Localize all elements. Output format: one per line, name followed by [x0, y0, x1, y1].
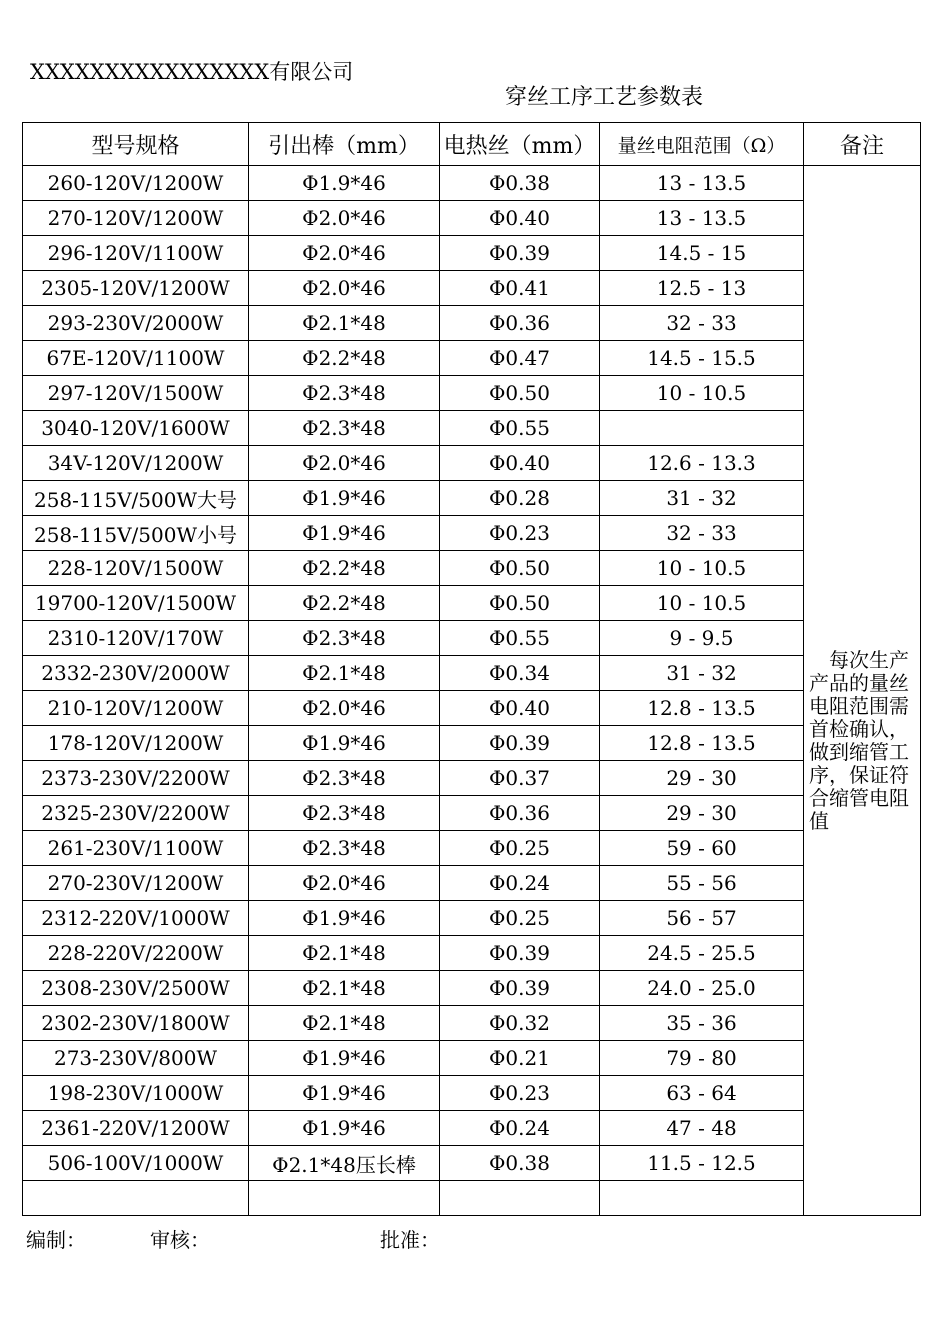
cell-lead-rod: Φ2.1*48压长棒	[249, 1146, 440, 1181]
header-heating-wire: 电热丝（mm）	[440, 123, 600, 166]
header-remarks: 备注	[804, 123, 921, 166]
table-row	[23, 306, 921, 341]
cell-model: 258-115V/500W小号	[23, 516, 249, 551]
cell-lead-rod: Φ2.1*48	[249, 971, 440, 1006]
cell-model: 34V-120V/1200W	[23, 446, 249, 481]
cell-heating-wire: Φ0.50	[440, 551, 600, 586]
cell-resistance-range: 24.0 - 25.0	[600, 971, 804, 1006]
signature-footer	[26, 1224, 626, 1254]
cell-model: 2361-220V/1200W	[23, 1111, 249, 1146]
table-row	[23, 656, 921, 691]
cell-resistance-range: 12.8 - 13.5	[600, 691, 804, 726]
table-row	[23, 411, 921, 446]
cell-model: 297-120V/1500W	[23, 376, 249, 411]
cell-lead-rod: Φ2.0*46	[249, 691, 440, 726]
cell-lead-rod: Φ2.3*48	[249, 761, 440, 796]
table-row	[23, 796, 921, 831]
cell-lead-rod: Φ1.9*46	[249, 1041, 440, 1076]
table-row	[23, 201, 921, 236]
cell-model: 67E-120V/1100W	[23, 341, 249, 376]
cell-lead-rod: Φ1.9*46	[249, 901, 440, 936]
approved-by-label: 批准：	[380, 1228, 440, 1252]
table-row	[23, 271, 921, 306]
cell-heating-wire: Φ0.38	[440, 1146, 600, 1181]
cell-heating-wire: Φ0.50	[440, 586, 600, 621]
cell-lead-rod: Φ1.9*46	[249, 726, 440, 761]
cell-model: 2325-230V/2200W	[23, 796, 249, 831]
cell-heating-wire	[440, 1181, 600, 1216]
table-row	[23, 1111, 921, 1146]
cell-lead-rod: Φ2.0*46	[249, 271, 440, 306]
cell-heating-wire: Φ0.32	[440, 1006, 600, 1041]
table-row	[23, 376, 921, 411]
table-row	[23, 236, 921, 271]
table-row	[23, 971, 921, 1006]
cell-model: 296-120V/1100W	[23, 236, 249, 271]
cell-lead-rod: Φ2.1*48	[249, 936, 440, 971]
table-row	[23, 551, 921, 586]
cell-model: 2302-230V/1800W	[23, 1006, 249, 1041]
cell-lead-rod: Φ1.9*46	[249, 166, 440, 201]
remarks-cell	[804, 166, 921, 1216]
cell-resistance-range: 24.5 - 25.5	[600, 936, 804, 971]
cell-model: 258-115V/500W大号	[23, 481, 249, 516]
cell-model: 228-120V/1500W	[23, 551, 249, 586]
cell-resistance-range: 31 - 32	[600, 656, 804, 691]
header-resistance-range: 量丝电阻范围（Ω）	[600, 123, 804, 166]
header-model: 型号规格	[23, 123, 249, 166]
cell-model: 270-230V/1200W	[23, 866, 249, 901]
prepared-by-label: 编制：	[26, 1228, 86, 1252]
cell-model: 270-120V/1200W	[23, 201, 249, 236]
cell-heating-wire: Φ0.28	[440, 481, 600, 516]
cell-heating-wire: Φ0.23	[440, 1076, 600, 1111]
cell-resistance-range: 13 - 13.5	[600, 201, 804, 236]
cell-heating-wire: Φ0.40	[440, 446, 600, 481]
cell-lead-rod: Φ1.9*46	[249, 516, 440, 551]
table-row	[23, 866, 921, 901]
cell-resistance-range: 55 - 56	[600, 866, 804, 901]
cell-resistance-range: 10 - 10.5	[600, 376, 804, 411]
cell-lead-rod: Φ2.1*48	[249, 1006, 440, 1041]
cell-model: 293-230V/2000W	[23, 306, 249, 341]
cell-heating-wire: Φ0.39	[440, 971, 600, 1006]
table-row	[23, 481, 921, 516]
cell-lead-rod: Φ2.3*48	[249, 411, 440, 446]
cell-resistance-range	[600, 411, 804, 446]
cell-resistance-range: 35 - 36	[600, 1006, 804, 1041]
cell-resistance-range: 12.8 - 13.5	[600, 726, 804, 761]
cell-lead-rod: Φ2.0*46	[249, 446, 440, 481]
cell-model: 2308-230V/2500W	[23, 971, 249, 1006]
cell-resistance-range: 29 - 30	[600, 761, 804, 796]
table-row	[23, 586, 921, 621]
cell-model: 178-120V/1200W	[23, 726, 249, 761]
cell-heating-wire: Φ0.41	[440, 271, 600, 306]
cell-heating-wire: Φ0.38	[440, 166, 600, 201]
cell-heating-wire: Φ0.34	[440, 656, 600, 691]
table-body	[23, 166, 921, 1216]
company-name: XXXXXXXXXXXXXXXX有限公司	[30, 60, 354, 84]
table-row	[23, 761, 921, 796]
cell-heating-wire: Φ0.37	[440, 761, 600, 796]
document-title: 穿丝工序工艺参数表	[505, 85, 704, 110]
table-row	[23, 1181, 921, 1216]
cell-resistance-range: 32 - 33	[600, 306, 804, 341]
cell-lead-rod: Φ1.9*46	[249, 481, 440, 516]
cell-heating-wire: Φ0.23	[440, 516, 600, 551]
table-row	[23, 936, 921, 971]
cell-lead-rod: Φ2.0*46	[249, 201, 440, 236]
table-row	[23, 1076, 921, 1111]
table-row	[23, 516, 921, 551]
cell-resistance-range: 13 - 13.5	[600, 166, 804, 201]
cell-resistance-range: 14.5 - 15.5	[600, 341, 804, 376]
cell-lead-rod: Φ2.3*48	[249, 831, 440, 866]
cell-resistance-range: 47 - 48	[600, 1111, 804, 1146]
cell-heating-wire: Φ0.47	[440, 341, 600, 376]
table-row	[23, 166, 921, 201]
cell-resistance-range: 10 - 10.5	[600, 586, 804, 621]
cell-resistance-range: 12.6 - 13.3	[600, 446, 804, 481]
cell-lead-rod: Φ2.1*48	[249, 306, 440, 341]
cell-model	[23, 1181, 249, 1216]
cell-lead-rod: Φ1.9*46	[249, 1076, 440, 1111]
cell-model: 3040-120V/1600W	[23, 411, 249, 446]
cell-heating-wire: Φ0.25	[440, 831, 600, 866]
cell-model: 2312-220V/1000W	[23, 901, 249, 936]
cell-heating-wire: Φ0.40	[440, 691, 600, 726]
table-row	[23, 831, 921, 866]
cell-lead-rod: Φ2.2*48	[249, 341, 440, 376]
cell-lead-rod: Φ2.2*48	[249, 586, 440, 621]
table-row	[23, 1041, 921, 1076]
cell-model: 260-120V/1200W	[23, 166, 249, 201]
cell-lead-rod	[249, 1181, 440, 1216]
cell-lead-rod: Φ2.3*48	[249, 376, 440, 411]
cell-lead-rod: Φ2.3*48	[249, 796, 440, 831]
cell-heating-wire: Φ0.36	[440, 796, 600, 831]
cell-resistance-range: 29 - 30	[600, 796, 804, 831]
cell-resistance-range: 79 - 80	[600, 1041, 804, 1076]
cell-model: 273-230V/800W	[23, 1041, 249, 1076]
cell-resistance-range: 63 - 64	[600, 1076, 804, 1111]
cell-model: 506-100V/1000W	[23, 1146, 249, 1181]
cell-heating-wire: Φ0.25	[440, 901, 600, 936]
cell-model: 19700-120V/1500W	[23, 586, 249, 621]
cell-resistance-range: 10 - 10.5	[600, 551, 804, 586]
remarks-text: 每次生产产品的量丝电阻范围需首检确认，做到缩管工序，保证符合缩管电阻值	[809, 647, 909, 833]
cell-heating-wire: Φ0.55	[440, 621, 600, 656]
cell-model: 261-230V/1100W	[23, 831, 249, 866]
cell-resistance-range	[600, 1181, 804, 1216]
cell-resistance-range: 14.5 - 15	[600, 236, 804, 271]
table-row	[23, 691, 921, 726]
parameter-table	[22, 122, 921, 1216]
cell-resistance-range: 56 - 57	[600, 901, 804, 936]
cell-heating-wire: Φ0.39	[440, 726, 600, 761]
cell-heating-wire: Φ0.21	[440, 1041, 600, 1076]
cell-lead-rod: Φ2.3*48	[249, 621, 440, 656]
table-row	[23, 901, 921, 936]
cell-heating-wire: Φ0.39	[440, 936, 600, 971]
table-row	[23, 726, 921, 761]
header-lead-rod: 引出棒（mm）	[249, 123, 440, 166]
cell-heating-wire: Φ0.55	[440, 411, 600, 446]
cell-model: 2373-230V/2200W	[23, 761, 249, 796]
cell-heating-wire: Φ0.24	[440, 1111, 600, 1146]
cell-resistance-range: 11.5 - 12.5	[600, 1146, 804, 1181]
cell-resistance-range: 32 - 33	[600, 516, 804, 551]
cell-resistance-range: 12.5 - 13	[600, 271, 804, 306]
cell-model: 2305-120V/1200W	[23, 271, 249, 306]
cell-heating-wire: Φ0.40	[440, 201, 600, 236]
cell-lead-rod: Φ2.2*48	[249, 551, 440, 586]
cell-heating-wire: Φ0.24	[440, 866, 600, 901]
header-row	[23, 123, 921, 166]
cell-heating-wire: Φ0.50	[440, 376, 600, 411]
table-row	[23, 621, 921, 656]
cell-model: 210-120V/1200W	[23, 691, 249, 726]
cell-model: 228-220V/2200W	[23, 936, 249, 971]
cell-model: 198-230V/1000W	[23, 1076, 249, 1111]
cell-resistance-range: 9 - 9.5	[600, 621, 804, 656]
table-row	[23, 1146, 921, 1181]
cell-lead-rod: Φ1.9*46	[249, 1111, 440, 1146]
cell-heating-wire: Φ0.36	[440, 306, 600, 341]
table-row	[23, 446, 921, 481]
reviewed-by-label: 审核：	[150, 1228, 210, 1252]
cell-lead-rod: Φ2.1*48	[249, 656, 440, 691]
cell-resistance-range: 59 - 60	[600, 831, 804, 866]
cell-resistance-range: 31 - 32	[600, 481, 804, 516]
cell-model: 2310-120V/170W	[23, 621, 249, 656]
table-row	[23, 1006, 921, 1041]
cell-lead-rod: Φ2.0*46	[249, 866, 440, 901]
cell-lead-rod: Φ2.0*46	[249, 236, 440, 271]
cell-model: 2332-230V/2000W	[23, 656, 249, 691]
cell-heating-wire: Φ0.39	[440, 236, 600, 271]
table-row	[23, 341, 921, 376]
